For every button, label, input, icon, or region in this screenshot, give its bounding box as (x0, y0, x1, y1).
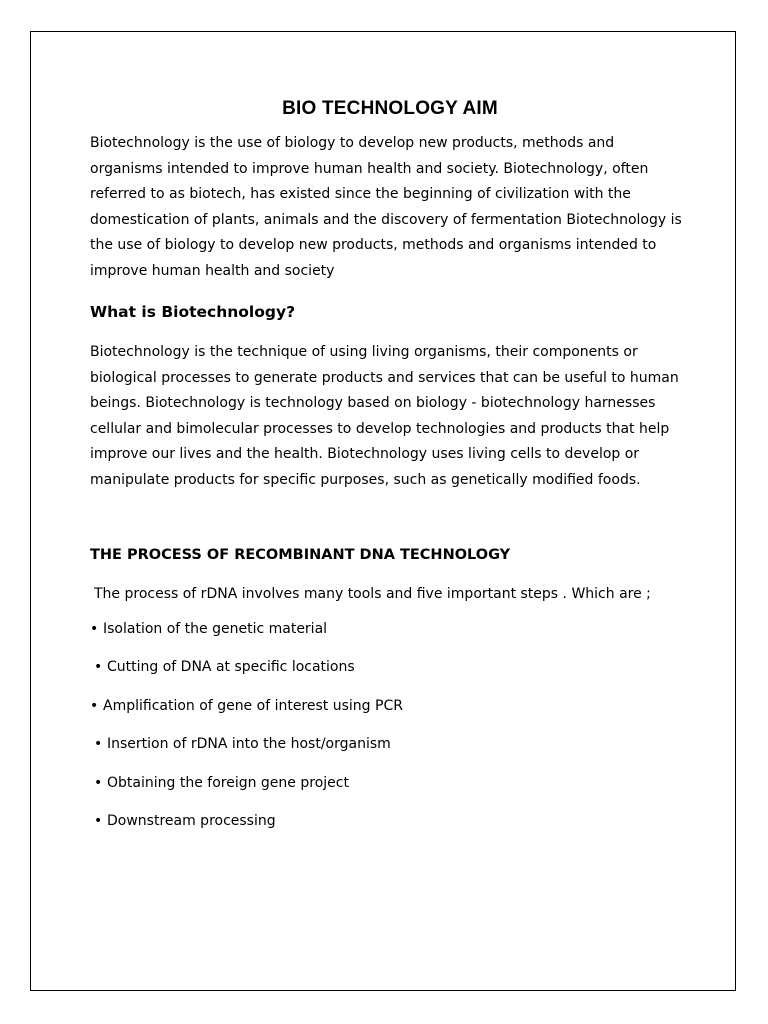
list-item (90, 734, 690, 754)
list-item-text: Cutting of DNA at specific locations (107, 659, 355, 675)
bullet-marker: • (94, 659, 103, 675)
list-item-text: Insertion of rDNA into the host/organism (107, 736, 391, 752)
list-item-text: Downstream processing (107, 813, 276, 829)
list-item-text: Isolation of the genetic material (103, 620, 328, 637)
section-heading-what-is-biotechnology: What is Biotechnology? (90, 303, 296, 321)
document-page (30, 31, 736, 991)
bullet-marker: • (94, 774, 103, 791)
process-steps-list (90, 619, 690, 832)
section-paragraph-what-is-biotechnology: Biotechnology is the technique of using living organisms, their components or biological processes to generate products and services that can be useful to human beings. Biotechnology is technology based on biology - biotechnology harnesses cellular and bimolecular processes to develop technologies and products that help improve our lives and the health. Biotechnology uses living cells to develop or manipulate products for specific purposes, such as genetically modified foods. (90, 344, 679, 488)
list-item-text: Obtaining the foreign gene project (107, 774, 349, 791)
list-item (90, 657, 690, 677)
list-item (90, 619, 690, 639)
list-item (90, 773, 690, 793)
section-heading-recombinant-dna: THE PROCESS OF RECOMBINANT DNA TECHNOLOGY (90, 547, 511, 563)
document-title: BIO TECHNOLOGY AIM (282, 98, 498, 119)
document-content (90, 92, 690, 850)
list-item (90, 811, 690, 831)
intro-paragraph: Biotechnology is the use of biology to develop new products, methods and organisms intended to improve human health and society. Biotechnology, often referred to as biotech, has existed since the beginning of civilization with the domestication of plants, animals and the discovery of fermentation Biotechnology is the use of biology to develop new products, methods and organisms intended to improve human health and society (90, 135, 682, 279)
list-item (90, 696, 690, 716)
bullet-marker: • (90, 697, 99, 714)
bullet-marker: • (94, 813, 103, 829)
section-paragraph-recombinant-dna: The process of rDNA involves many tools and five important steps . Which are ; (94, 586, 651, 602)
bullet-marker: • (94, 736, 103, 752)
list-item-text: Amplification of gene of interest using PCR (103, 697, 403, 714)
bullet-marker: • (90, 620, 99, 637)
